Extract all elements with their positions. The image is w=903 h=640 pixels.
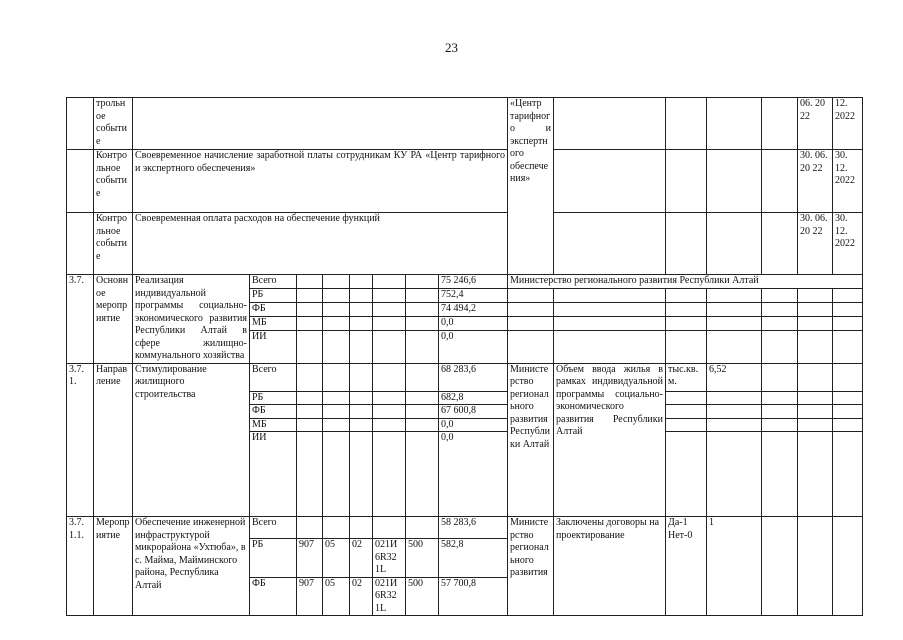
indicator-cell: Заключены договоры на проектирование (554, 517, 666, 616)
source-cell: Всего (250, 517, 297, 539)
end-date-cell: 12. 2022 (833, 98, 863, 150)
item-number-cell: 3.7. (67, 275, 94, 364)
source-cell: МБ (250, 317, 297, 331)
source-cell: Всего (250, 275, 297, 289)
end-date-cell: 30. 12. 2022 (833, 150, 863, 213)
csr-cell: 021И 6R32 1L (373, 539, 406, 578)
rz-cell (323, 517, 350, 539)
table-row (67, 98, 863, 150)
item-description-cell: Обеспечение инженерной инфраструктурой микрорайона «Ухтюба», в с. Майма, Майминского района, Республика Алтай (133, 517, 250, 616)
amount-cell: 752,4 (439, 289, 508, 303)
grbs-cell: 907 (297, 539, 323, 578)
item-number-cell: 3.7. 1. (67, 363, 94, 517)
source-cell: РБ (250, 539, 297, 578)
amount-cell: 68 283,6 (439, 363, 508, 391)
program-table (66, 97, 863, 616)
table-row (67, 213, 863, 275)
source-cell: ИИ (250, 432, 297, 517)
vr-cell: 500 (406, 539, 439, 578)
source-cell: ФБ (250, 303, 297, 317)
event-description-cell: Своевременное начисление заработной платы сотрудникам КУ РА «Центр тарифного и экспертного обеспечения» (133, 150, 508, 213)
grbs-cell (297, 517, 323, 539)
unit-cell: тыс.кв.м. (666, 363, 707, 391)
item-number-cell: 3.7. 1.1. (67, 517, 94, 616)
source-cell: МБ (250, 418, 297, 432)
indicator-cell: Объем ввода жилья в рамках индивидуальной программы социально-экономического развития Республики Алтай (554, 363, 666, 517)
amount-cell: 74 494,2 (439, 303, 508, 317)
item-type-cell: Мероприятие (94, 517, 133, 616)
end-date-cell: 30. 12. 2022 (833, 213, 863, 275)
table-row (67, 517, 863, 539)
table-row (67, 150, 863, 213)
empty-cell (133, 98, 508, 150)
program-table-wrapper (66, 97, 855, 614)
amount-cell: 0,0 (439, 418, 508, 432)
start-date-cell: 06. 20 22 (798, 98, 833, 150)
amount-cell: 0,0 (439, 432, 508, 517)
responsible-org-cell: Министерство регионального развития Республики Алтай (508, 363, 554, 517)
grbs-cell: 907 (297, 577, 323, 616)
event-type-cell: трольное событие (94, 98, 133, 150)
vr-cell (406, 517, 439, 539)
event-type-cell: Контрольное событие (94, 150, 133, 213)
table-row (67, 275, 863, 289)
vr-cell: 500 (406, 577, 439, 616)
item-description-cell: Стимулирование жилищного строительства (133, 363, 250, 517)
item-type-cell: Основное мероприятие (94, 275, 133, 364)
value-cell: 6,52 (707, 363, 762, 391)
start-date-cell: 30. 06. 20 22 (798, 213, 833, 275)
event-type-cell: Контрольное событие (94, 213, 133, 275)
item-type-cell: Направление (94, 363, 133, 517)
amount-cell: 57 700,8 (439, 577, 508, 616)
event-description-cell: Своевременная оплата расходов на обеспечение функций (133, 213, 508, 275)
source-cell: РБ (250, 391, 297, 405)
responsible-org-cell: Министерство регионального развития (508, 517, 554, 616)
responsible-org-cell: «Центр тарифного и экспертного обеспечения» (508, 98, 554, 275)
amount-cell: 0,0 (439, 317, 508, 331)
rz-cell: 05 (323, 539, 350, 578)
responsible-org-cell: Министерство регионального развития Республики Алтай (508, 275, 863, 289)
csr-cell: 021И 6R32 1L (373, 577, 406, 616)
amount-cell: 582,8 (439, 539, 508, 578)
source-cell: ФБ (250, 405, 297, 419)
source-cell: РБ (250, 289, 297, 303)
start-date-cell: 30. 06. 20 22 (798, 150, 833, 213)
table-row (67, 363, 863, 391)
amount-cell: 75 246,6 (439, 275, 508, 289)
source-cell: ИИ (250, 330, 297, 363)
pr-cell (350, 517, 373, 539)
csr-cell (373, 517, 406, 539)
source-cell: Всего (250, 363, 297, 391)
item-description-cell: Реализация индивидуальной программы социально-экономического развития Республики Алтай в сфере жилищно-коммунального хозяйства (133, 275, 250, 364)
amount-cell: 682,8 (439, 391, 508, 405)
rz-cell: 05 (323, 577, 350, 616)
pr-cell: 02 (350, 577, 373, 616)
amount-cell: 67 600,8 (439, 405, 508, 419)
pr-cell: 02 (350, 539, 373, 578)
page-number: 23 (445, 40, 458, 55)
unit-cell: Да-1 Нет-0 (666, 517, 707, 616)
value-cell: 1 (707, 517, 762, 616)
amount-cell: 0,0 (439, 330, 508, 363)
amount-cell: 58 283,6 (439, 517, 508, 539)
source-cell: ФБ (250, 577, 297, 616)
